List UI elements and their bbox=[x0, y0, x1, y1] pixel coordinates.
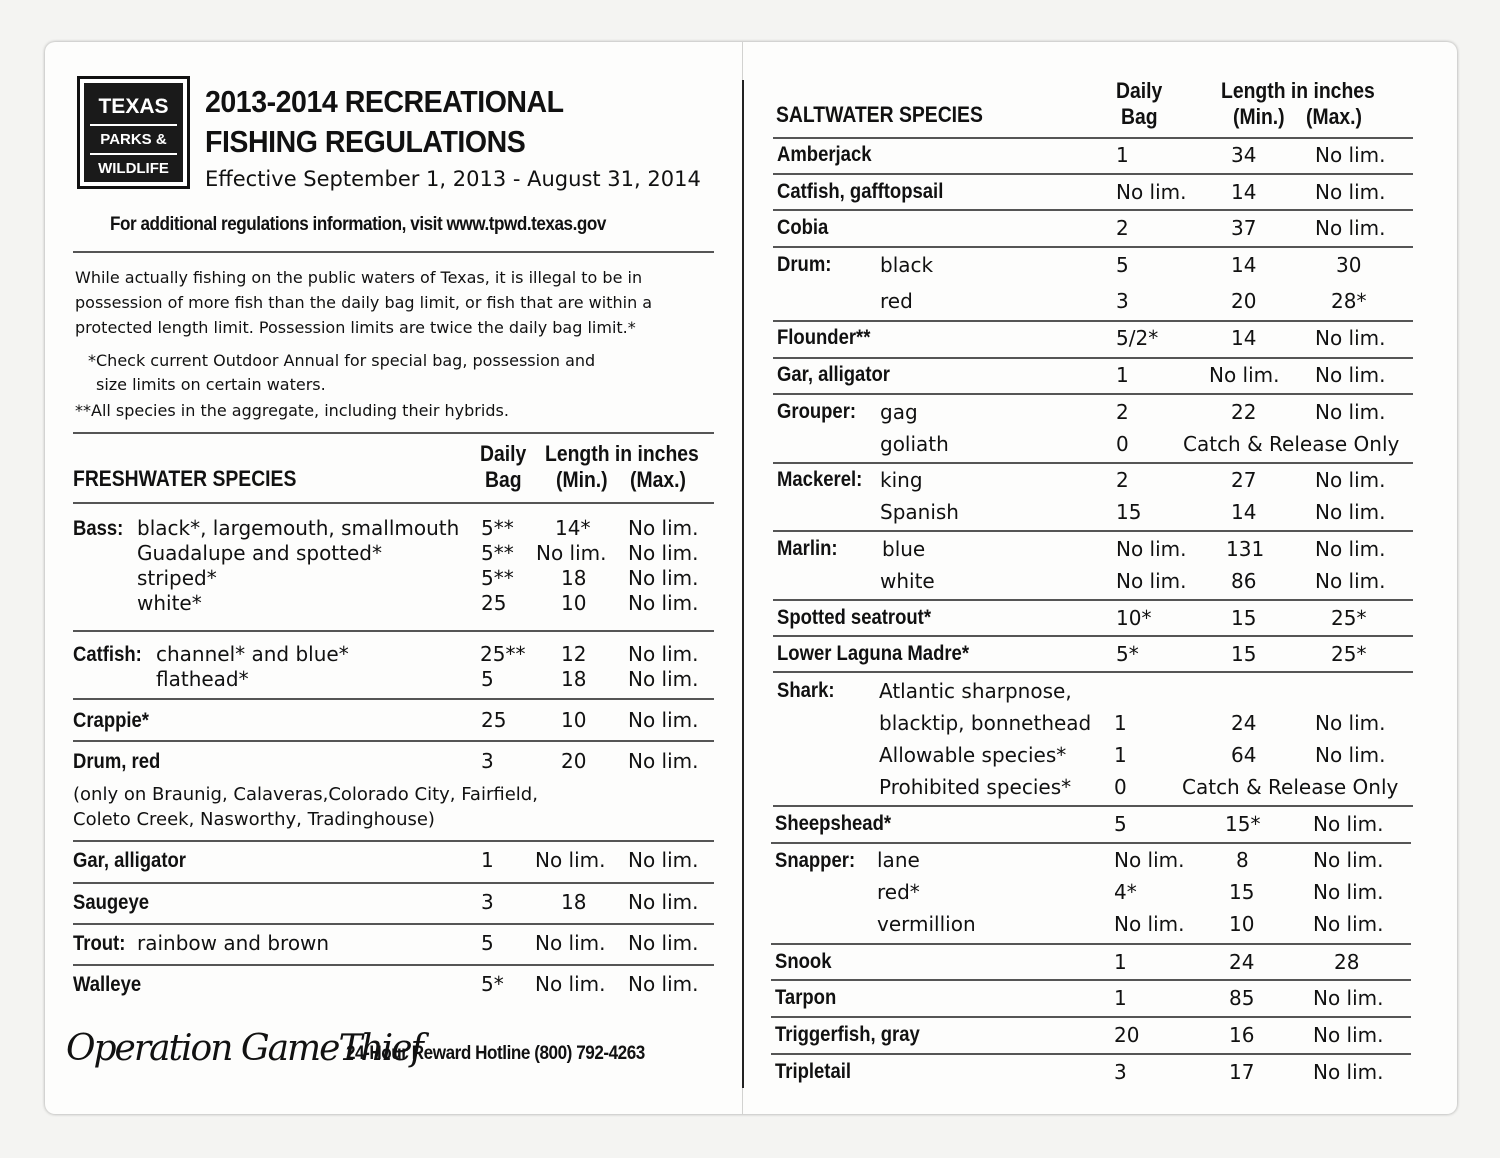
sw-gar-bag: 1 bbox=[1116, 363, 1129, 387]
bass-white-name: white* bbox=[137, 591, 202, 615]
sw-drum-black-min: 14 bbox=[1231, 253, 1257, 277]
catfish-flathead-min: 18 bbox=[561, 667, 587, 691]
sheepshead-bag: 5 bbox=[1114, 812, 1127, 836]
sheepshead-label: Sheepshead* bbox=[775, 812, 892, 835]
marlin-white-bag: No lim. bbox=[1116, 569, 1187, 593]
marlin-blue-min: 131 bbox=[1226, 537, 1265, 561]
fw-daily-header: Daily bbox=[480, 441, 527, 466]
sw-drum-red-min: 20 bbox=[1231, 289, 1257, 313]
walleye-bag: 5* bbox=[481, 972, 504, 996]
fw-min-header: (Min.) bbox=[556, 467, 608, 492]
marlin-white-max: No lim. bbox=[1315, 569, 1386, 593]
logo-line-parks: PARKS & bbox=[100, 131, 167, 148]
shark-allowable-bag: 1 bbox=[1114, 743, 1127, 767]
shark-prohibited-rule: Catch & Release Only bbox=[1182, 775, 1399, 799]
cobia-min: 37 bbox=[1231, 216, 1257, 240]
snapper-red-bag: 4* bbox=[1114, 880, 1137, 904]
crappie-max: No lim. bbox=[628, 708, 699, 732]
laguna-min: 15 bbox=[1231, 642, 1257, 666]
bass-black-min: 14* bbox=[555, 516, 591, 540]
sw-daily-header: Daily bbox=[1116, 78, 1163, 103]
catfish-channel-name: channel* and blue* bbox=[156, 642, 349, 666]
freshwater-header: FRESHWATER SPECIES bbox=[73, 466, 297, 491]
sheepshead-max: No lim. bbox=[1313, 812, 1384, 836]
snook-min: 24 bbox=[1229, 950, 1255, 974]
cobia-max: No lim. bbox=[1315, 216, 1386, 240]
shark-atlantic-name: Atlantic sharpnose, bbox=[879, 679, 1072, 703]
snook-bag: 1 bbox=[1114, 950, 1127, 974]
info-link[interactable]: For additional regulations information, visit www.tpwd.texas.gov bbox=[110, 214, 606, 235]
saugeye-bag: 3 bbox=[481, 890, 494, 914]
grouper-gag-max: No lim. bbox=[1315, 400, 1386, 424]
snapper-lane-name: lane bbox=[877, 848, 920, 872]
intro-line1: While actually fishing on the public waters of Texas, it is illegal to be in bbox=[75, 268, 643, 287]
triggerfish-max: No lim. bbox=[1313, 1023, 1384, 1047]
gafftopsail-bag: No lim. bbox=[1116, 180, 1187, 204]
amberjack-max: No lim. bbox=[1315, 143, 1386, 167]
sw-drum-red-name: red bbox=[880, 289, 913, 313]
walleye-label: Walleye bbox=[73, 973, 142, 996]
bass-striped-bag: 5** bbox=[481, 566, 514, 590]
catfish-channel-min: 12 bbox=[561, 642, 587, 666]
sw-gar-min: No lim. bbox=[1209, 363, 1280, 387]
bass-guadalupe-name: Guadalupe and spotted* bbox=[137, 541, 382, 565]
sheepshead-min: 15* bbox=[1225, 812, 1261, 836]
snapper-lane-max: No lim. bbox=[1313, 848, 1384, 872]
saugeye-label: Saugeye bbox=[73, 891, 150, 914]
amberjack-label: Amberjack bbox=[777, 143, 872, 166]
marlin-label: Marlin: bbox=[777, 537, 838, 560]
bass-white-max: No lim. bbox=[628, 591, 699, 615]
sw-bag-header: Bag bbox=[1121, 104, 1158, 129]
snook-label: Snook bbox=[775, 950, 832, 973]
fw-length-header: Length in inches bbox=[545, 441, 699, 466]
shark-blacktip-max: No lim. bbox=[1315, 711, 1386, 735]
grouper-gag-min: 22 bbox=[1231, 400, 1257, 424]
seatrout-label: Spotted seatrout* bbox=[777, 606, 932, 629]
fw-max-header: (Max.) bbox=[630, 467, 686, 492]
bass-black-name: black*, largemouth, smallmouth bbox=[137, 516, 460, 540]
tarpon-label: Tarpon bbox=[775, 986, 837, 1009]
mackerel-spanish-bag: 15 bbox=[1116, 500, 1142, 524]
tpwd-logo bbox=[77, 76, 190, 189]
catfish-channel-bag: 25** bbox=[480, 642, 526, 666]
snapper-lane-bag: No lim. bbox=[1114, 848, 1185, 872]
bass-white-bag: 25 bbox=[481, 591, 507, 615]
tripletail-min: 17 bbox=[1229, 1060, 1255, 1084]
amberjack-bag: 1 bbox=[1116, 143, 1129, 167]
shark-prohibited-name: Prohibited species* bbox=[879, 775, 1072, 799]
snapper-vermillion-min: 10 bbox=[1229, 912, 1255, 936]
mackerel-king-min: 27 bbox=[1231, 468, 1257, 492]
saugeye-min: 18 bbox=[561, 890, 587, 914]
catfish-flathead-bag: 5 bbox=[481, 667, 494, 691]
shark-allowable-min: 64 bbox=[1231, 743, 1257, 767]
triggerfish-bag: 20 bbox=[1114, 1023, 1140, 1047]
intro-line2: possession of more fish than the daily bag limit, or fish that are within a bbox=[75, 293, 653, 312]
intro-line3: protected length limit. Possession limits are twice the daily bag limit.* bbox=[75, 318, 636, 337]
grouper-label: Grouper: bbox=[777, 400, 857, 423]
bass-black-max: No lim. bbox=[628, 516, 699, 540]
effective-dates: Effective September 1, 2013 - August 31, 2014 bbox=[205, 167, 701, 191]
bass-label: Bass: bbox=[73, 517, 124, 540]
fw-drum-note2: Coleto Creek, Nasworthy, Tradinghouse) bbox=[73, 809, 435, 830]
page-title-line2: FISHING REGULATIONS bbox=[205, 124, 526, 159]
mackerel-label: Mackerel: bbox=[777, 468, 863, 491]
triggerfish-min: 16 bbox=[1229, 1023, 1255, 1047]
sw-drum-black-max: 30 bbox=[1336, 253, 1362, 277]
snapper-vermillion-bag: No lim. bbox=[1114, 912, 1185, 936]
mackerel-spanish-min: 14 bbox=[1231, 500, 1257, 524]
fw-drum-note1: (only on Braunig, Calaveras,Colorado City, Fairfield, bbox=[73, 784, 538, 805]
cobia-label: Cobia bbox=[777, 216, 829, 239]
bass-striped-max: No lim. bbox=[628, 566, 699, 590]
trout-label: Trout: bbox=[73, 932, 126, 955]
marlin-white-name: white bbox=[880, 569, 935, 593]
fw-gar-max: No lim. bbox=[628, 848, 699, 872]
crappie-min: 10 bbox=[561, 708, 587, 732]
sw-drum-black-name: black bbox=[880, 253, 934, 277]
walleye-max: No lim. bbox=[628, 972, 699, 996]
mackerel-spanish-name: Spanish bbox=[880, 500, 959, 524]
crappie-label: Crappie* bbox=[73, 709, 149, 732]
fw-drum-bag: 3 bbox=[481, 749, 494, 773]
mackerel-spanish-max: No lim. bbox=[1315, 500, 1386, 524]
note-check-annual: *Check current Outdoor Annual for special bag, possession and bbox=[88, 351, 596, 370]
fw-drum-min: 20 bbox=[561, 749, 587, 773]
catfish-flathead-max: No lim. bbox=[628, 667, 699, 691]
trout-bag: 5 bbox=[481, 931, 494, 955]
catfish-label: Catfish: bbox=[73, 643, 142, 666]
marlin-blue-bag: No lim. bbox=[1116, 537, 1187, 561]
sw-min-header: (Min.) bbox=[1233, 104, 1285, 129]
snapper-label: Snapper: bbox=[775, 849, 856, 872]
tarpon-min: 85 bbox=[1229, 986, 1255, 1010]
bass-guadalupe-max: No lim. bbox=[628, 541, 699, 565]
marlin-blue-name: blue bbox=[882, 537, 926, 561]
crappie-bag: 25 bbox=[481, 708, 507, 732]
bass-guadalupe-bag: 5** bbox=[481, 541, 514, 565]
snapper-red-name: red* bbox=[877, 880, 920, 904]
snapper-vermillion-name: vermillion bbox=[877, 912, 976, 936]
mackerel-king-max: No lim. bbox=[1315, 468, 1386, 492]
fw-gar-label: Gar, alligator bbox=[73, 849, 186, 872]
flounder-label: Flounder** bbox=[777, 326, 871, 349]
gafftopsail-label: Catfish, gafftopsail bbox=[777, 180, 944, 203]
shark-label: Shark: bbox=[777, 679, 835, 702]
shark-prohibited-bag: 0 bbox=[1114, 775, 1127, 799]
sw-gar-label: Gar, alligator bbox=[777, 363, 890, 386]
fw-drum-label: Drum, red bbox=[73, 750, 161, 773]
grouper-goliath-bag: 0 bbox=[1116, 432, 1129, 456]
triggerfish-label: Triggerfish, gray bbox=[775, 1023, 920, 1046]
gafftopsail-min: 14 bbox=[1231, 180, 1257, 204]
bass-striped-name: striped* bbox=[137, 566, 217, 590]
column-divider bbox=[742, 80, 744, 1088]
laguna-max: 25* bbox=[1331, 642, 1367, 666]
sw-drum-red-bag: 3 bbox=[1116, 289, 1129, 313]
snapper-red-min: 15 bbox=[1229, 880, 1255, 904]
fw-gar-min: No lim. bbox=[535, 848, 606, 872]
tripletail-label: Tripletail bbox=[775, 1060, 851, 1083]
sw-length-header: Length in inches bbox=[1221, 78, 1375, 103]
hotline-text: 24-Hour Reward Hotline (800) 792-4263 bbox=[346, 1043, 645, 1064]
grouper-goliath-name: goliath bbox=[880, 432, 949, 456]
note-aggregate: **All species in the aggregate, including their hybrids. bbox=[75, 401, 509, 420]
flounder-min: 14 bbox=[1231, 326, 1257, 350]
trout-min: No lim. bbox=[535, 931, 606, 955]
amberjack-min: 34 bbox=[1231, 143, 1257, 167]
shark-blacktip-name: blacktip, bonnethead bbox=[879, 711, 1092, 735]
walleye-min: No lim. bbox=[535, 972, 606, 996]
trout-max: No lim. bbox=[628, 931, 699, 955]
shark-blacktip-min: 24 bbox=[1231, 711, 1257, 735]
saltwater-header: SALTWATER SPECIES bbox=[776, 102, 983, 127]
sw-drum-black-bag: 5 bbox=[1116, 253, 1129, 277]
catfish-channel-max: No lim. bbox=[628, 642, 699, 666]
tripletail-bag: 3 bbox=[1114, 1060, 1127, 1084]
seatrout-min: 15 bbox=[1231, 606, 1257, 630]
logo-line-texas: TEXAS bbox=[98, 95, 169, 118]
fw-drum-max: No lim. bbox=[628, 749, 699, 773]
snapper-vermillion-max: No lim. bbox=[1313, 912, 1384, 936]
grouper-gag-name: gag bbox=[880, 400, 918, 424]
laguna-label: Lower Laguna Madre* bbox=[777, 642, 970, 665]
sw-drum-red-max: 28* bbox=[1331, 289, 1367, 313]
bass-white-min: 10 bbox=[561, 591, 587, 615]
shark-allowable-name: Allowable species* bbox=[879, 743, 1067, 767]
shark-blacktip-bag: 1 bbox=[1114, 711, 1127, 735]
marlin-white-min: 86 bbox=[1231, 569, 1257, 593]
logo-line-wildlife: WILDLIFE bbox=[98, 160, 169, 177]
bass-striped-min: 18 bbox=[561, 566, 587, 590]
snapper-red-max: No lim. bbox=[1313, 880, 1384, 904]
trout-name: rainbow and brown bbox=[137, 931, 330, 955]
seatrout-max: 25* bbox=[1331, 606, 1367, 630]
bass-black-bag: 5** bbox=[481, 516, 514, 540]
tarpon-bag: 1 bbox=[1114, 986, 1127, 1010]
mackerel-king-bag: 2 bbox=[1116, 468, 1129, 492]
tarpon-max: No lim. bbox=[1313, 986, 1384, 1010]
snook-max: 28 bbox=[1334, 950, 1360, 974]
flounder-max: No lim. bbox=[1315, 326, 1386, 350]
grouper-goliath-rule: Catch & Release Only bbox=[1183, 432, 1400, 456]
page-title-line1: 2013-2014 RECREATIONAL bbox=[205, 84, 564, 119]
sw-gar-max: No lim. bbox=[1315, 363, 1386, 387]
fw-gar-bag: 1 bbox=[481, 848, 494, 872]
gafftopsail-max: No lim. bbox=[1315, 180, 1386, 204]
flounder-bag: 5/2* bbox=[1116, 326, 1159, 350]
catfish-flathead-name: flathead* bbox=[156, 667, 249, 691]
tripletail-max: No lim. bbox=[1313, 1060, 1384, 1084]
laguna-bag: 5* bbox=[1116, 642, 1139, 666]
note-size-limits: size limits on certain waters. bbox=[96, 375, 326, 394]
mackerel-king-name: king bbox=[880, 468, 923, 492]
bass-guadalupe-min: No lim. bbox=[536, 541, 607, 565]
operation-game-thief-logo: Operation GameThief bbox=[66, 1028, 422, 1069]
snapper-lane-min: 8 bbox=[1236, 848, 1249, 872]
sw-drum-label: Drum: bbox=[777, 253, 832, 276]
cobia-bag: 2 bbox=[1116, 216, 1129, 240]
shark-allowable-max: No lim. bbox=[1315, 743, 1386, 767]
saugeye-max: No lim. bbox=[628, 890, 699, 914]
sw-max-header: (Max.) bbox=[1306, 104, 1362, 129]
seatrout-bag: 10* bbox=[1116, 606, 1152, 630]
grouper-gag-bag: 2 bbox=[1116, 400, 1129, 424]
fw-bag-header: Bag bbox=[485, 467, 522, 492]
marlin-blue-max: No lim. bbox=[1315, 537, 1386, 561]
